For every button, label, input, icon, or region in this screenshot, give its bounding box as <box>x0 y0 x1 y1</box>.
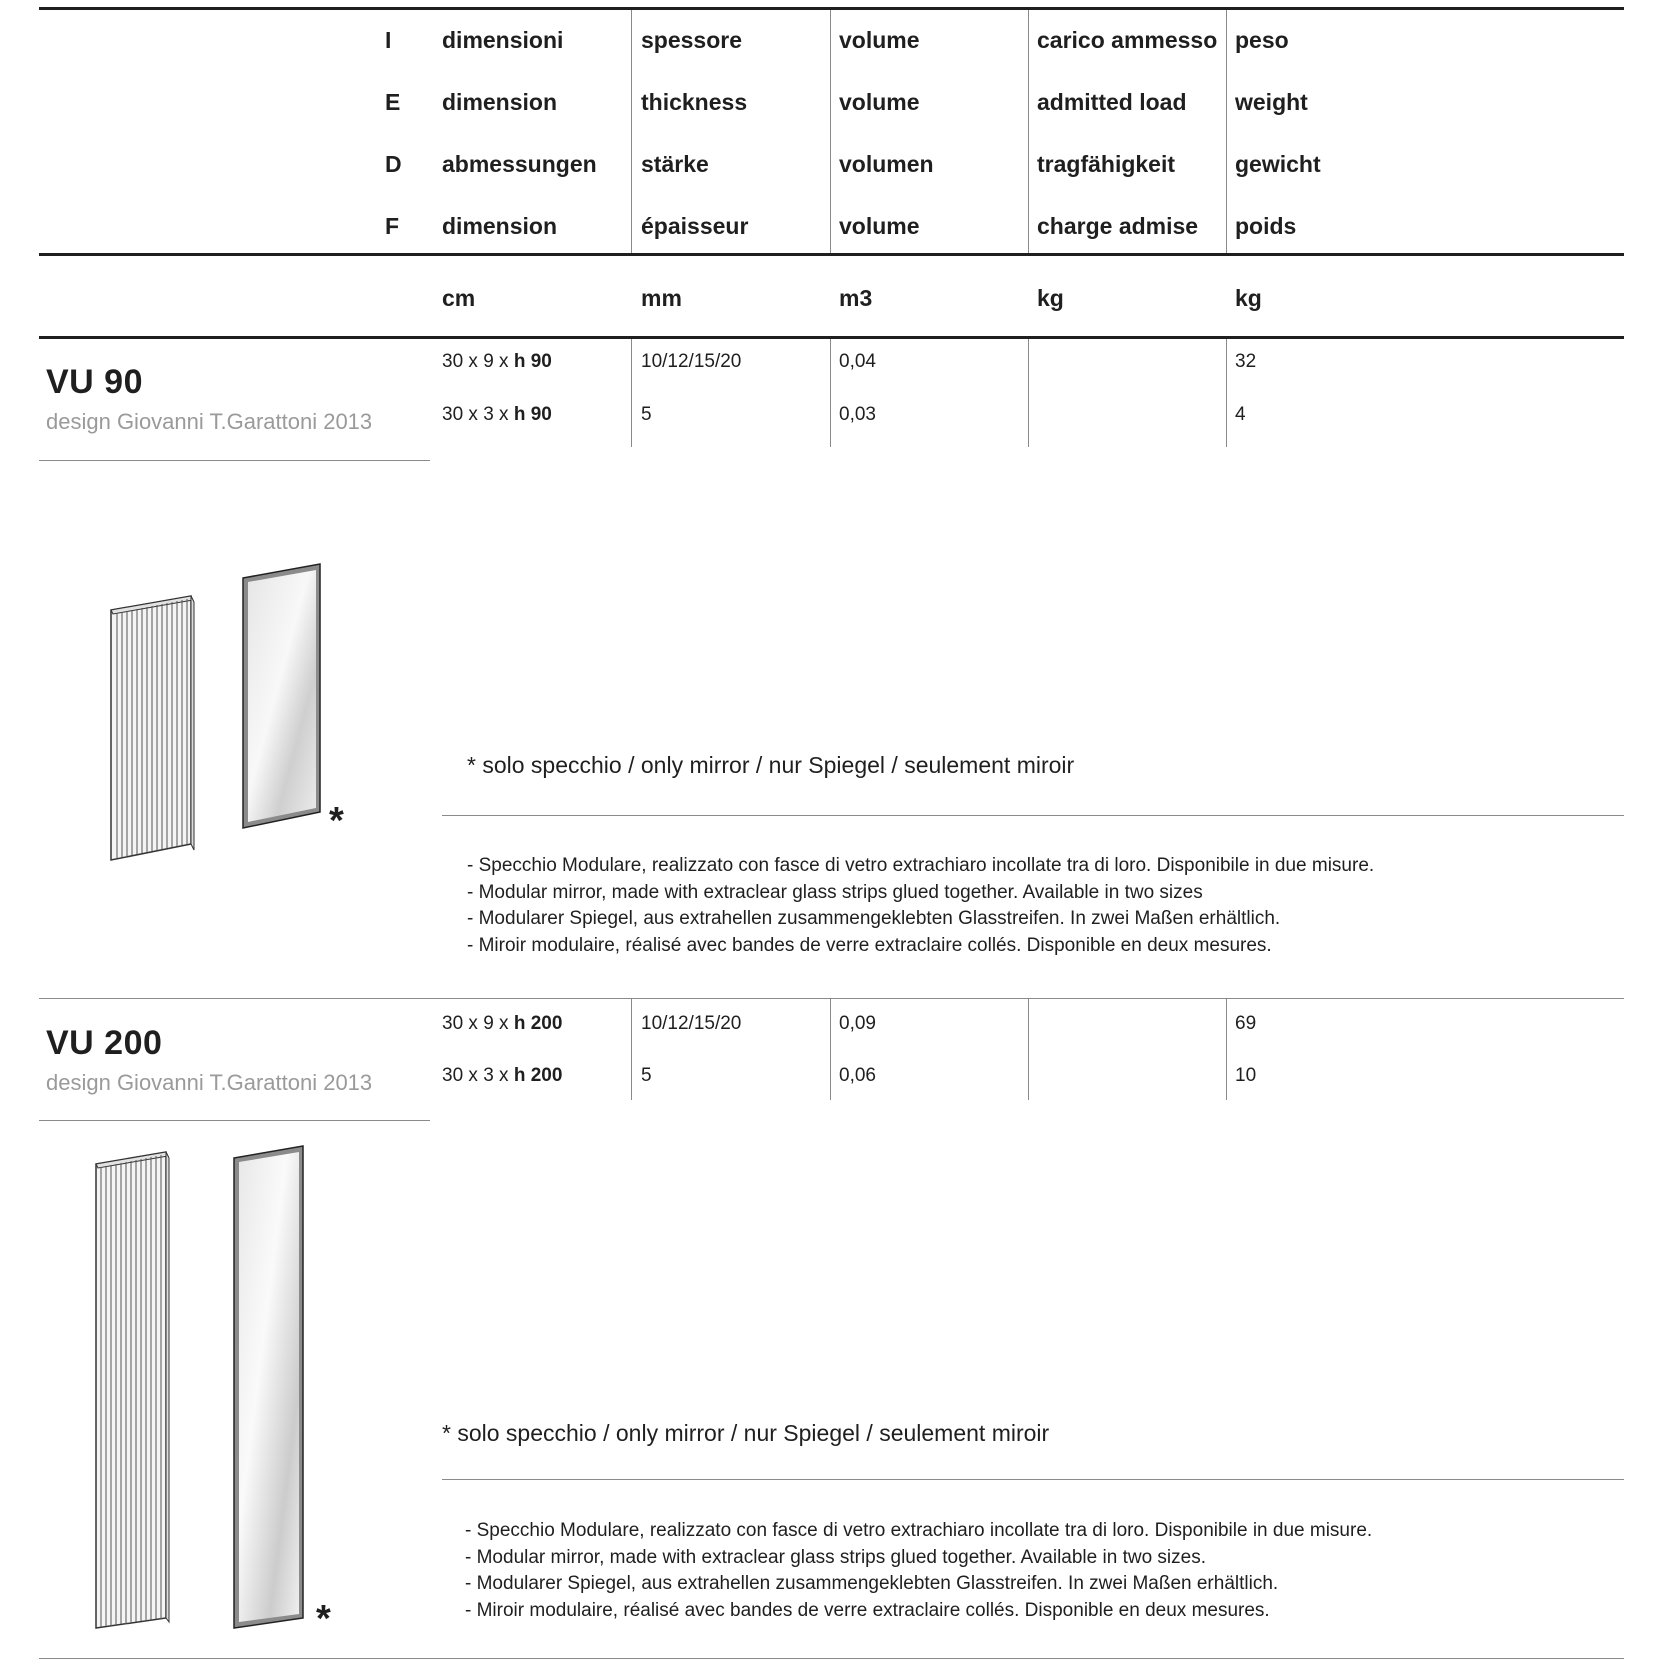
ribbed-mirror-illustration <box>105 592 195 862</box>
mirror-only-note: * solo specchio / only mirror / nur Spiegel / seulement miroir <box>442 1420 1050 1446</box>
header-load: admitted load <box>1037 89 1187 115</box>
header-top-rule <box>39 7 1624 10</box>
cell-thickness: 5 <box>641 404 652 425</box>
flat-mirror-illustration <box>240 562 326 832</box>
product-description <box>465 1518 1372 1624</box>
table-col-divider <box>1226 999 1227 1100</box>
product-designer: design Giovanni T.Garattoni 2013 <box>46 409 373 434</box>
table-col-divider <box>1226 339 1227 447</box>
ribbed-mirror-illustration <box>92 1150 170 1630</box>
description-line: - Specchio Modulare, realizzato con fasce di vetro extrachiaro incollate tra di loro. Disponibile in due misure. <box>465 1520 1373 1541</box>
header-volume: volume <box>839 89 920 115</box>
page-bottom-rule <box>39 1658 1624 1659</box>
unit-thickness: mm <box>641 285 682 311</box>
cell-weight: 10 <box>1235 1065 1257 1086</box>
cell-dimension: 30 x 9 x h 200 <box>442 1013 563 1034</box>
lang-code: F <box>385 213 400 239</box>
header-dimension: dimensioni <box>442 27 564 53</box>
header-weight: peso <box>1235 27 1289 53</box>
unit-load: kg <box>1037 285 1064 311</box>
cell-dimension: 30 x 3 x h 90 <box>442 404 552 425</box>
asterisk-mark: * <box>316 1598 331 1640</box>
lang-code: E <box>385 89 401 115</box>
header-col-divider <box>1226 10 1227 253</box>
header-thickness: thickness <box>641 89 748 115</box>
lang-code: I <box>385 27 392 53</box>
unit-volume: m3 <box>839 285 873 311</box>
table-col-divider <box>830 999 831 1100</box>
unit-weight: kg <box>1235 285 1262 311</box>
header-weight: poids <box>1235 213 1297 239</box>
cell-thickness: 5 <box>641 1065 652 1086</box>
product-name: VU 90 <box>46 363 143 401</box>
lang-code: D <box>385 151 402 177</box>
cell-volume: 0,09 <box>839 1013 876 1034</box>
note-rule <box>442 1479 1624 1480</box>
header-load: tragfähigkeit <box>1037 151 1176 177</box>
header-col-divider <box>830 10 831 253</box>
unit-dimension: cm <box>442 285 476 311</box>
cell-dimension: 30 x 3 x h 200 <box>442 1065 563 1086</box>
description-line: - Modular mirror, made with extraclear glass strips glued together. Available in two sizes. <box>465 1546 1206 1568</box>
description-line: - Miroir modulaire, réalisé avec bandes de verre extraclaire collés. Disponible en deux mesures. <box>465 1599 1270 1621</box>
description-line: - Modularer Spiegel, aus extrahellen zusammengeklebten Glasstreifen. In zwei Maßen erhältlich. <box>467 908 1281 929</box>
product-designer: design Giovanni T.Garattoni 2013 <box>46 1070 373 1095</box>
cell-weight: 69 <box>1235 1013 1257 1034</box>
header-thickness: spessore <box>641 27 743 53</box>
description-line: - Modular mirror, made with extraclear glass strips glued together. Available in two sizes <box>467 881 1203 903</box>
cell-volume: 0,06 <box>839 1065 876 1086</box>
cell-weight: 4 <box>1235 404 1246 425</box>
header-thickness: stärke <box>641 151 709 177</box>
table-col-divider <box>631 999 632 1100</box>
cell-volume: 0,04 <box>839 351 876 372</box>
cell-weight: 32 <box>1235 351 1257 372</box>
flat-mirror-illustration <box>231 1144 307 1630</box>
header-volume: volume <box>839 213 920 239</box>
header-weight: weight <box>1235 89 1308 115</box>
product-separator <box>39 998 1624 999</box>
description-line: - Specchio Modulare, realizzato con fasce di vetro extrachiaro incollate tra di loro. Disponibile in due misure. <box>467 855 1375 876</box>
table-col-divider <box>830 339 831 447</box>
asterisk-mark: * <box>329 800 344 842</box>
product-name-rule <box>39 460 430 461</box>
header-volume: volume <box>839 27 920 53</box>
cell-thickness: 10/12/15/20 <box>641 351 742 372</box>
units-bottom-rule <box>39 336 1624 339</box>
header-mid-rule <box>39 253 1624 256</box>
mirror-only-note: * solo specchio / only mirror / nur Spiegel / seulement miroir <box>467 752 1075 778</box>
header-volume: volumen <box>839 151 934 177</box>
header-col-divider <box>631 10 632 253</box>
header-dimension: dimension <box>442 213 558 239</box>
cell-volume: 0,03 <box>839 404 876 425</box>
product-description <box>467 853 1374 959</box>
product-name: VU 200 <box>46 1024 163 1062</box>
table-col-divider <box>1028 339 1029 447</box>
header-dimension: abmessungen <box>442 151 597 177</box>
description-line: - Modularer Spiegel, aus extrahellen zusammengeklebten Glasstreifen. In zwei Maßen erhältlich. <box>465 1573 1279 1594</box>
header-load: carico ammesso <box>1037 27 1218 53</box>
header-weight: gewicht <box>1235 151 1321 177</box>
note-rule <box>442 815 1624 816</box>
header-thickness: épaisseur <box>641 213 749 239</box>
cell-thickness: 10/12/15/20 <box>641 1013 742 1034</box>
product-name-rule <box>39 1120 430 1121</box>
header-col-divider <box>1028 10 1029 253</box>
cell-dimension: 30 x 9 x h 90 <box>442 351 552 372</box>
header-dimension: dimension <box>442 89 558 115</box>
table-col-divider <box>631 339 632 447</box>
header-load: charge admise <box>1037 213 1199 239</box>
table-col-divider <box>1028 999 1029 1100</box>
description-line: - Miroir modulaire, réalisé avec bandes de verre extraclaire collés. Disponible en deux mesures. <box>467 934 1272 956</box>
